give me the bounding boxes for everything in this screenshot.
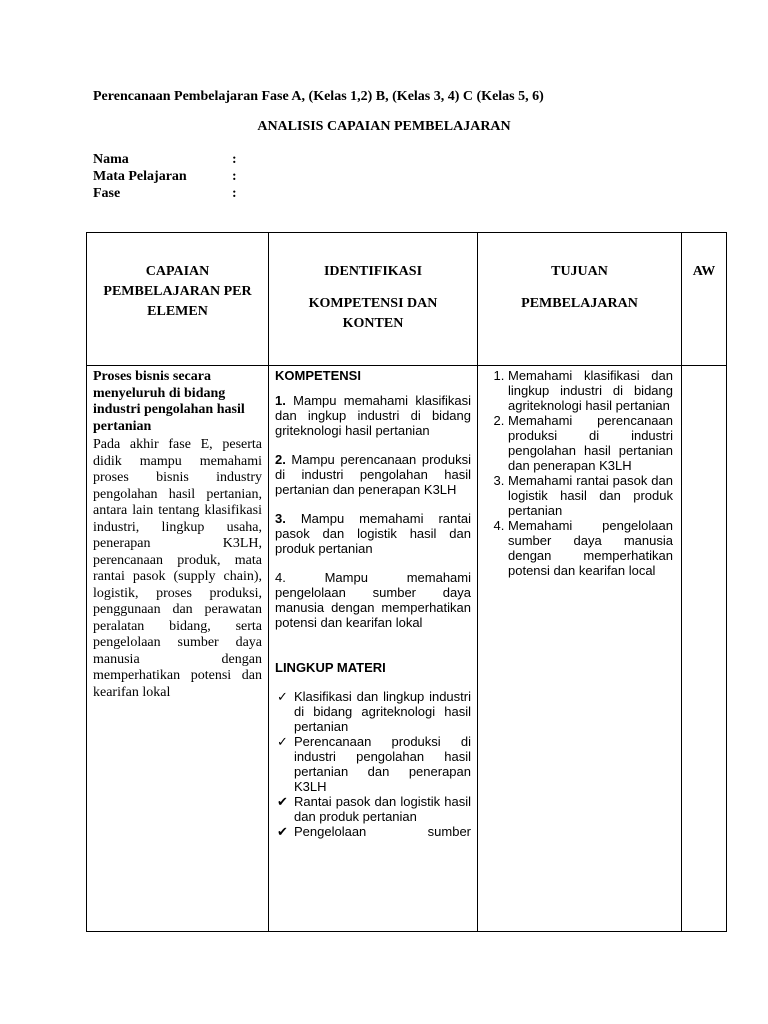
checkmark-icon: ✓ [277, 734, 288, 749]
kompetensi-heading: KOMPETENSI [275, 368, 361, 383]
kompetensi-item [275, 393, 471, 438]
capaian-body: Pada akhir fase E, peserta didik mampu memahami proses bisnis industry pengolahan hasil pertanian, antara lain tentang klasifikasi industri, lingkup usaha, penerapan K3LH, perencanaan produk, mata rantai pasok (supply chain), logistik, proses produksi, penggunaan dan perawatan peralatan bidang, serta pengelolaan sumber daya manusia dengan memperhatikan potensi dan kearifan lokal [93, 437, 262, 700]
header-text: KONTEN [342, 316, 404, 331]
list-item: 1. Memahami klasifikasi dan lingkup industri di bidang agriteknologi hasil pertanian [508, 368, 673, 413]
tujuan-cell [478, 366, 682, 932]
list-item: 2. Memahami perencanaan produksi di industri pengolahan hasil pertanian dan penerapan K3LH [508, 413, 673, 473]
list-item [275, 689, 471, 734]
list-item [275, 794, 471, 824]
item-number: 4. [275, 570, 286, 585]
header-tujuan [478, 233, 682, 366]
item-number: 3. [275, 511, 286, 526]
header-text: IDENTIFIKASI [323, 264, 423, 279]
header-text: KOMPETENSI DAN [308, 296, 438, 311]
identity-label: Fase [93, 186, 121, 201]
tujuan-list [478, 368, 673, 578]
identity-label: Mata Pelajaran [93, 169, 187, 184]
item-number: 1. [275, 393, 286, 408]
item-text: Klasifikasi dan lingkup industri di bidang agriteknologi hasil pertanian [294, 689, 471, 734]
header-identifikasi [269, 233, 478, 366]
kompetensi-item [275, 570, 471, 630]
list-item: 3. Memahami rantai pasok dan logistik hasil dan produk pertanian [508, 473, 673, 518]
header-aw [682, 233, 727, 366]
capaian-cell [87, 366, 269, 932]
header-text: CAPAIAN [145, 264, 210, 279]
header-text: PEMBELAJARAN [521, 296, 638, 311]
header-text: ELEMEN [147, 304, 208, 319]
identity-row-mata-pelajaran [93, 168, 237, 185]
kompetensi-item [275, 452, 471, 497]
lingkup-heading: LINGKUP MATERI [275, 660, 386, 675]
document-title: Perencanaan Pembelajaran Fase A, (Kelas 1,2) B, (Kelas 3, 4) C (Kelas 5, 6) [93, 89, 544, 104]
checkmark-icon: ✓ [277, 689, 288, 704]
analysis-table [86, 232, 727, 932]
list-item: 4. Memahami pengelolaan sumber daya manusia dengan memperhatikan potensi dan kearifan local [508, 518, 673, 578]
aw-cell [682, 366, 727, 932]
header-text: TUJUAN [551, 264, 608, 279]
checkmark-icon: ✔ [277, 824, 288, 839]
capaian-heading: Proses bisnis secara menyeluruh di bidang industri pengolahan hasil pertanian [93, 369, 245, 434]
kompetensi-cell [269, 366, 478, 932]
document-subtitle: ANALISIS CAPAIAN PEMBELAJARAN [257, 119, 511, 134]
checkmark-icon: ✔ [277, 794, 288, 809]
list-item [275, 734, 471, 794]
item-text: Mampu memahami klasifikasi dan ingkup industri di bidang griteknologi hasil pertanian [275, 393, 471, 438]
identity-label: Nama [93, 152, 129, 167]
item-number: 2. [275, 452, 286, 467]
header-text: AW [692, 264, 716, 279]
header-text: PEMBELAJARAN PER [103, 284, 252, 299]
identity-colon: : [232, 169, 237, 184]
item-text: Perencanaan produksi di industri pengolahan hasil pertanian dan penerapan K3LH [294, 734, 471, 794]
header-capaian [87, 233, 269, 366]
item-text: Pengelolaan sumber [294, 824, 471, 839]
identity-colon: : [232, 152, 237, 167]
identity-row-fase [93, 185, 237, 202]
identity-row-nama [93, 151, 237, 168]
kompetensi-item [275, 511, 471, 556]
item-text: Mampu memahami rantai pasok dan logistik hasil dan produk pertanian [275, 511, 471, 556]
item-text: Mampu perencanaan produksi di industri pengolahan hasil pertanian dan penerapan K3LH [275, 452, 471, 497]
identity-colon: : [232, 186, 237, 201]
item-text: Rantai pasok dan logistik hasil dan produk pertanian [294, 794, 471, 824]
item-text: Mampu memahami pengelolaan sumber daya manusia dengan memperhatikan potensi dan kearifan lokal [275, 570, 471, 630]
list-item [275, 824, 471, 839]
lingkup-list [275, 689, 471, 839]
